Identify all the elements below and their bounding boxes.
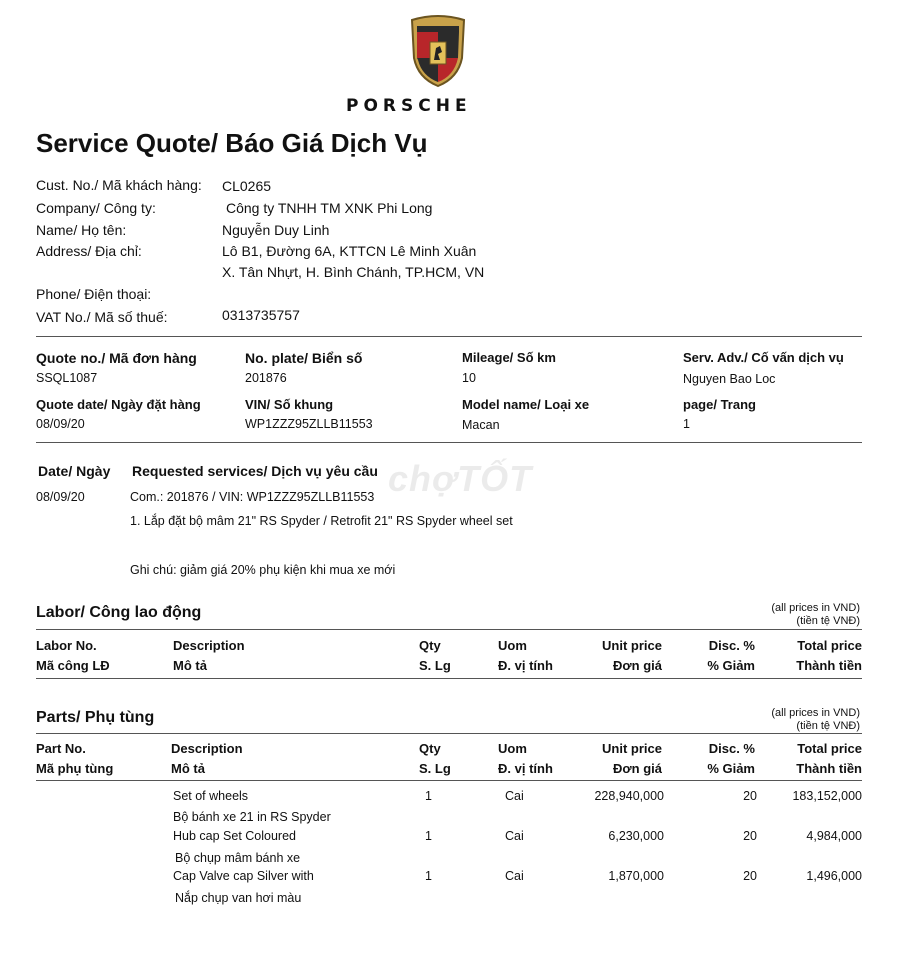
services-date: 08/09/20: [36, 490, 85, 504]
address-label: Address/ Địa chỉ:: [36, 243, 142, 259]
labor-col-uom: Uom: [498, 638, 527, 653]
mileage-label: Mileage/ Số km: [462, 350, 556, 365]
part-desc: Set of wheels: [173, 789, 249, 803]
address-line2: X. Tân Nhựt, H. Bình Chánh, TP.HCM, VN: [222, 264, 485, 280]
model-value: Macan: [462, 418, 500, 432]
labor-col-no-vi: Mã công LĐ: [36, 658, 110, 673]
part-desc: Cap Valve cap Silver with: [173, 869, 314, 883]
porsche-crest-logo: [408, 14, 468, 88]
services-com-line: Com.: 201876 / VIN: WP1ZZZ95ZLLB11553: [130, 490, 375, 504]
part-desc-vi: Bộ bánh xe 21 in RS Spyder: [173, 810, 331, 824]
part-discount: 20: [743, 789, 757, 803]
part-uom: Cai: [505, 869, 524, 883]
part-uom: Cai: [505, 829, 524, 843]
divider: [36, 336, 862, 337]
part-discount: 20: [743, 869, 757, 883]
parts-currency-note: (all prices in VND): [771, 707, 860, 719]
company-label: Company/ Công ty:: [36, 200, 156, 216]
part-uom: Cai: [505, 789, 524, 803]
parts-col-total: Total price: [797, 741, 862, 756]
part-desc-vi: Bộ chụp mâm bánh xe: [175, 851, 301, 865]
vat-label: VAT No./ Mã số thuế:: [36, 309, 168, 325]
labor-col-qty: Qty: [419, 638, 441, 653]
vin-label: VIN/ Số khung: [245, 397, 334, 412]
parts-col-disc: Disc. %: [708, 741, 755, 756]
address-line1: Lô B1, Đường 6A, KTTCN Lê Minh Xuân: [222, 243, 477, 259]
labor-col-unit: Unit price: [602, 638, 662, 653]
parts-col-unit-vi: Đơn giá: [613, 761, 662, 776]
labor-col-unit-vi: Đơn giá: [613, 658, 662, 673]
part-unit-price: 1,870,000: [608, 869, 664, 883]
labor-col-uom-vi: Đ. vị tính: [498, 658, 553, 673]
parts-col-total-vi: Thành tiền: [796, 761, 862, 776]
part-discount: 20: [743, 829, 757, 843]
page-title: Service Quote/ Báo Giá Dịch Vụ: [36, 128, 428, 158]
labor-currency-note-vi: (tiền tệ VNĐ): [796, 615, 860, 627]
divider: [36, 733, 862, 734]
watermark: chợTỐT: [388, 458, 533, 499]
porsche-wordmark: PORSCHE: [346, 96, 472, 116]
service-advisor-label: Serv. Adv./ Cố vấn dịch vụ: [683, 350, 844, 365]
parts-col-desc: Description: [171, 741, 243, 756]
plate-value: 201876: [245, 371, 287, 385]
parts-col-uom-vi: Đ. vị tính: [498, 761, 553, 776]
part-unit-price: 228,940,000: [594, 789, 664, 803]
plate-label: No. plate/ Biển số: [245, 350, 363, 366]
parts-col-no: Part No.: [36, 741, 86, 756]
parts-col-disc-vi: % Giảm: [707, 761, 755, 776]
mileage-value: 10: [462, 371, 476, 385]
parts-currency-note-vi: (tiền tệ VNĐ): [796, 720, 860, 732]
quote-date-value: 08/09/20: [36, 417, 85, 431]
labor-col-total-vi: Thành tiền: [796, 658, 862, 673]
services-note: Ghi chú: giảm giá 20% phụ kiện khi mua xe mới: [130, 563, 396, 577]
vat-value: 0313735757: [222, 307, 300, 323]
labor-col-disc: Disc. %: [708, 638, 755, 653]
labor-col-disc-vi: % Giảm: [707, 658, 755, 673]
parts-col-no-vi: Mã phụ tùng: [36, 761, 114, 776]
divider: [36, 629, 862, 630]
company-value: Công ty TNHH TM XNK Phi Long: [226, 200, 433, 216]
part-desc: Hub cap Set Coloured: [173, 829, 296, 843]
page-label: page/ Trang: [683, 397, 756, 412]
part-qty: 1: [425, 789, 432, 803]
labor-col-total: Total price: [797, 638, 862, 653]
quote-no-label: Quote no./ Mã đơn hàng: [36, 350, 197, 366]
part-total: 183,152,000: [792, 789, 862, 803]
parts-col-qty-vi: S. Lg: [419, 761, 451, 776]
part-qty: 1: [425, 829, 432, 843]
vin-value: WP1ZZZ95ZLLB11553: [245, 417, 373, 431]
services-requested-header: Requested services/ Dịch vụ yêu cầu: [132, 463, 378, 479]
labor-col-desc: Description: [173, 638, 245, 653]
labor-section-title: Labor/ Công lao động: [36, 604, 202, 621]
labor-col-no: Labor No.: [36, 638, 97, 653]
parts-col-unit: Unit price: [602, 741, 662, 756]
quote-no-value: SSQL1087: [36, 371, 98, 385]
phone-label: Phone/ Điện thoại:: [36, 286, 152, 302]
cust-no-value: CL0265: [222, 178, 272, 194]
labor-currency-note: (all prices in VND): [771, 602, 860, 614]
divider: [36, 442, 862, 443]
page-value: 1: [683, 417, 690, 431]
parts-col-uom: Uom: [498, 741, 527, 756]
divider: [36, 780, 862, 781]
name-label: Name/ Họ tên:: [36, 222, 127, 238]
quote-date-label: Quote date/ Ngày đặt hàng: [36, 397, 201, 412]
labor-col-desc-vi: Mô tả: [173, 658, 207, 673]
service-advisor-value: Nguyen Bao Loc: [683, 372, 776, 386]
parts-col-qty: Qty: [419, 741, 441, 756]
divider: [36, 678, 862, 679]
services-date-header: Date/ Ngày: [38, 463, 111, 479]
cust-no-label: Cust. No./ Mã khách hàng:: [36, 177, 202, 193]
part-total: 4,984,000: [806, 829, 862, 843]
services-item: 1. Lắp đặt bộ mâm 21" RS Spyder / Retrofit 21" RS Spyder wheel set: [130, 514, 513, 528]
parts-section-title: Parts/ Phụ tùng: [36, 709, 155, 726]
part-total: 1,496,000: [806, 869, 862, 883]
parts-col-desc-vi: Mô tả: [171, 761, 205, 776]
name-value: Nguyễn Duy Linh: [222, 222, 330, 238]
part-unit-price: 6,230,000: [608, 829, 664, 843]
labor-col-qty-vi: S. Lg: [419, 658, 451, 673]
part-qty: 1: [425, 869, 432, 883]
part-desc-vi: Nắp chụp van hơi màu: [175, 891, 302, 905]
model-label: Model name/ Loại xe: [462, 397, 590, 412]
